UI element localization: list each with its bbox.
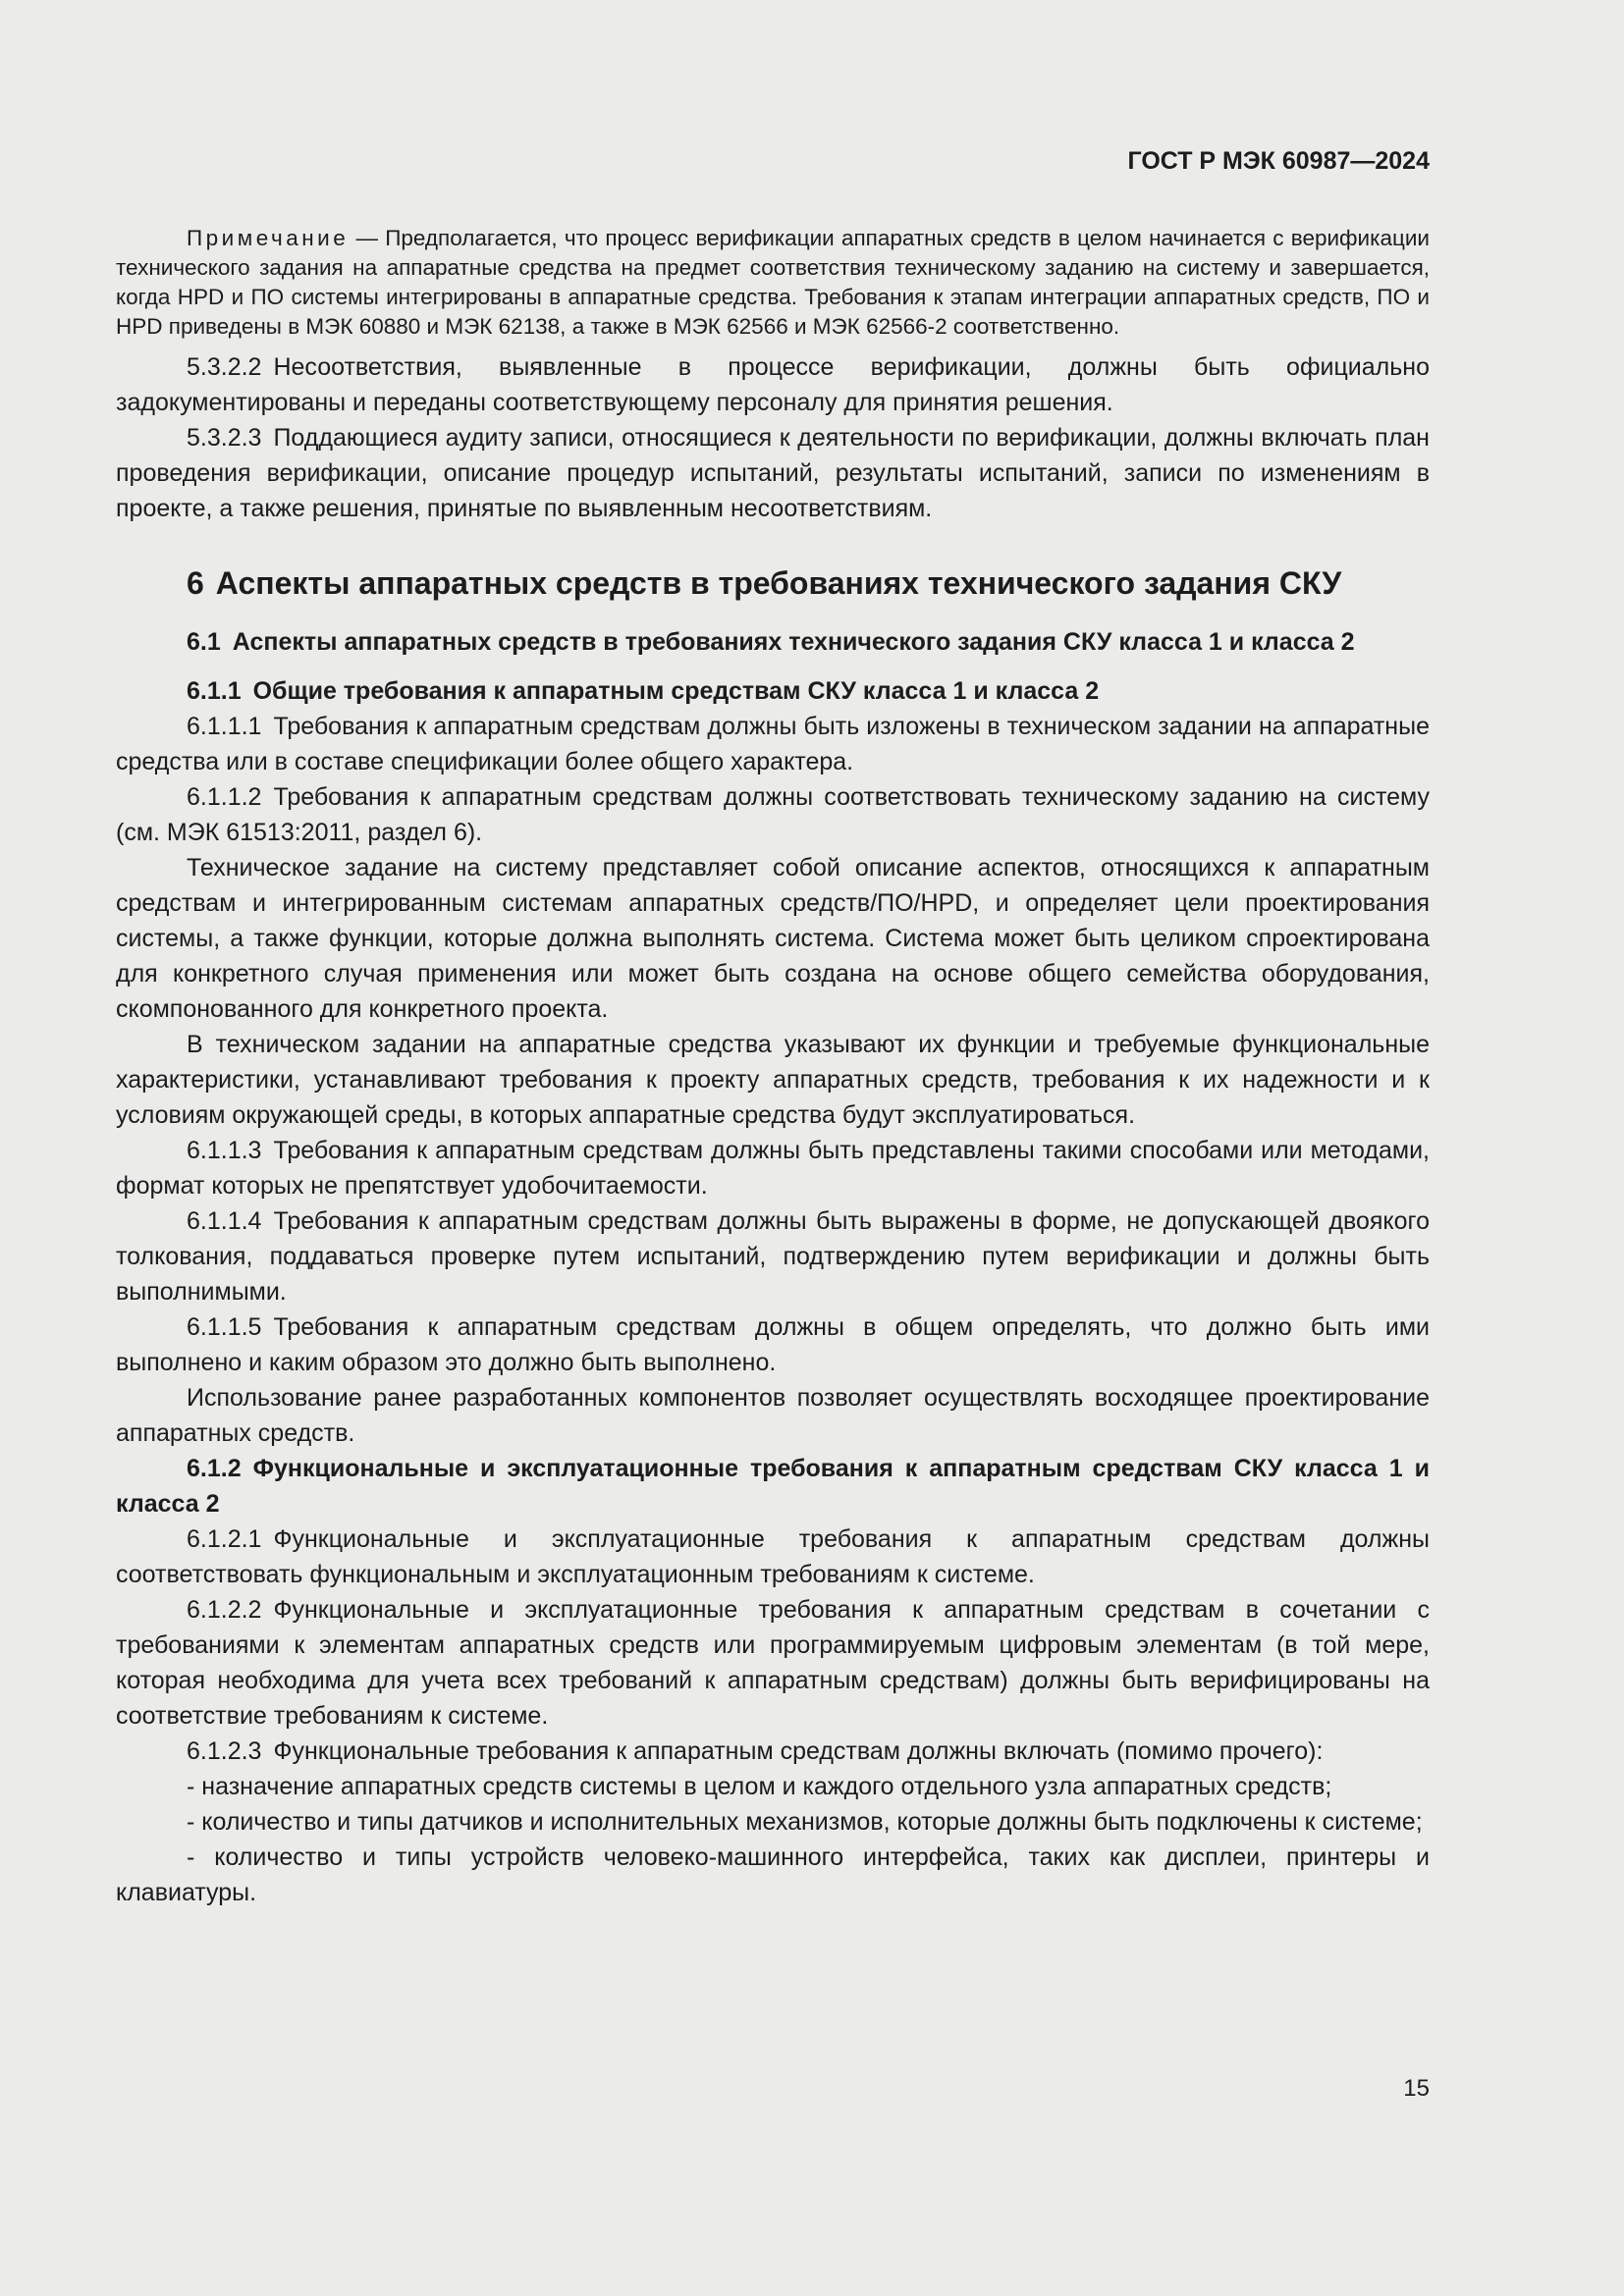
clause-text: Несоответствия, выявленные в процессе верификации, должны быть официально задокументированы и переданы соответствующему персоналу для принятия решения. (116, 353, 1430, 416)
clause-number: 6.1.1.4 (187, 1207, 262, 1235)
clause-number: 6.1.1.1 (187, 713, 262, 740)
section-title: Аспекты аппаратных средств в требованиях технического задания СКУ (215, 565, 1342, 601)
clause-5-3-2-2 (116, 349, 1430, 420)
note-label: Примечание (187, 226, 350, 250)
section-title: Аспекты аппаратных средств в требованиях технического задания СКУ класса 1 и класса 2 (232, 628, 1355, 656)
paragraph: В техническом задании на аппаратные средства указывают их функции и требуемые функциональные характеристики, устанавливают требования к проекту аппаратных средств, требования к их надежности и к условиям окружающей среды, в которых аппаратные средства будут эксплуатироваться. (116, 1031, 1430, 1129)
section-number: 6.1.1 (187, 677, 242, 705)
clause-number: 5.3.2.3 (187, 424, 262, 452)
list-item: - назначение аппаратных средств системы в целом и каждого отдельного узла аппаратных средств; (187, 1773, 1332, 1800)
section-heading-6-1 (116, 624, 1414, 660)
clause-6-1-1-3 (116, 1133, 1430, 1203)
page-number: 15 (1403, 2075, 1430, 2102)
clause-number: 6.1.2.1 (187, 1525, 262, 1553)
clause-text: Требования к аппаратным средствам должны соответствовать техническому заданию на систему (см. МЭК 61513:2011, раздел 6). (116, 783, 1430, 846)
clause-5-3-2-3 (116, 420, 1430, 526)
clause-text: Требования к аппаратным средствам должны быть выражены в форме, не допускающей двоякого толкования, поддаваться проверке путем испытаний, подтверждению путем верификации и должны быть выполнимыми. (116, 1207, 1430, 1306)
clause-number: 6.1.1.5 (187, 1313, 262, 1341)
clause-number: 5.3.2.2 (187, 353, 262, 381)
section-title: Общие требования к аппаратным средствам СКУ класса 1 и класса 2 (252, 677, 1100, 705)
clause-text: Требования к аппаратным средствам должны в общем определять, что должно быть ими выполнено и каким образом это должно быть выполнено. (116, 1313, 1430, 1376)
section-number: 6.1.2 (187, 1455, 242, 1482)
paragraph: Техническое задание на систему представляет собой описание аспектов, относящихся к аппаратным средствам и интегрированным системам аппаратных средств/ПО/HPD, и определяет цели проектирования системы, а также функции, которые должна выполнять система. Система может быть целиком спроектирована для конкретного случая применения или может быть создана на основе общего семейства оборудования, скомпонованного для конкретного проекта. (116, 854, 1430, 1023)
section-heading-6 (116, 561, 1430, 605)
paragraph: Использование ранее разработанных компонентов позволяет осуществлять восходящее проектирование аппаратных средств. (116, 1384, 1430, 1447)
section-number: 6 (187, 565, 204, 601)
clause-6-1-1-4 (116, 1203, 1430, 1309)
section-title: Функциональные и эксплуатационные требования к аппаратным средствам СКУ класса 1 и класса 2 (116, 1455, 1430, 1518)
section-heading-6-1-1 (116, 673, 1430, 709)
clause-6-1-1-2 (116, 779, 1430, 850)
page-content (116, 224, 1430, 1910)
note-text: — Предполагается, что процесс верификации аппаратных средств в целом начинается с верификации технического задания на аппаратные средства на предмет соответствия техническому заданию на систему и завершается, когда HPD и ПО системы интегрированы в аппаратные средства. Требования к этапам интеграции аппаратных средств, ПО и HPD приведены в МЭК 60880 и МЭК 62138, а также в МЭК 62566 и МЭК 62566-2 соответственно. (116, 226, 1430, 339)
clause-6-1-2-1 (116, 1522, 1430, 1592)
clause-6-1-2-3 (116, 1734, 1430, 1769)
clause-number: 6.1.2.2 (187, 1596, 262, 1624)
clause-6-1-2-2 (116, 1592, 1430, 1734)
clause-number: 6.1.1.3 (187, 1137, 262, 1164)
clause-text: Функциональные требования к аппаратным средствам должны включать (помимо прочего): (273, 1737, 1324, 1765)
section-heading-6-1-2 (116, 1451, 1430, 1522)
clause-text: Поддающиеся аудиту записи, относящиеся к деятельности по верификации, должны включать план проведения верификации, описание процедур испытаний, результаты испытаний, записи по изменениям в проекте, а также решения, принятые по выявленным несоответствиям. (116, 424, 1430, 522)
clause-text: Требования к аппаратным средствам должны быть представлены такими способами или методами, формат которых не препятствует удобочитаемости. (116, 1137, 1430, 1200)
list-item: - количество и типы устройств человеко-машинного интерфейса, таких как дисплеи, принтеры и клавиатуры. (116, 1843, 1430, 1906)
clause-6-1-1-1 (116, 709, 1430, 779)
list-item: - количество и типы датчиков и исполнительных механизмов, которые должны быть подключены к системе; (187, 1808, 1423, 1836)
clause-number: 6.1.1.2 (187, 783, 262, 811)
clause-text: Функциональные и эксплуатационные требования к аппаратным средствам в сочетании с требованиями к элементам аппаратных средств или программируемым цифровым элементам (в той мере, которая необходима для учета всех требований к аппаратным средствам) должны быть верифицированы на соответствие требованиям к системе. (116, 1596, 1430, 1730)
clause-6-1-1-5 (116, 1309, 1430, 1380)
clause-text: Требования к аппаратным средствам должны быть изложены в техническом задании на аппаратные средства или в составе спецификации более общего характера. (116, 713, 1430, 775)
note-paragraph (116, 224, 1430, 342)
document-code: ГОСТ Р МЭК 60987—2024 (1127, 147, 1430, 175)
section-number: 6.1 (187, 628, 221, 656)
clause-number: 6.1.2.3 (187, 1737, 262, 1765)
clause-text: Функциональные и эксплуатационные требования к аппаратным средствам должны соответствовать функциональным и эксплуатационным требованиям к системе. (116, 1525, 1430, 1588)
